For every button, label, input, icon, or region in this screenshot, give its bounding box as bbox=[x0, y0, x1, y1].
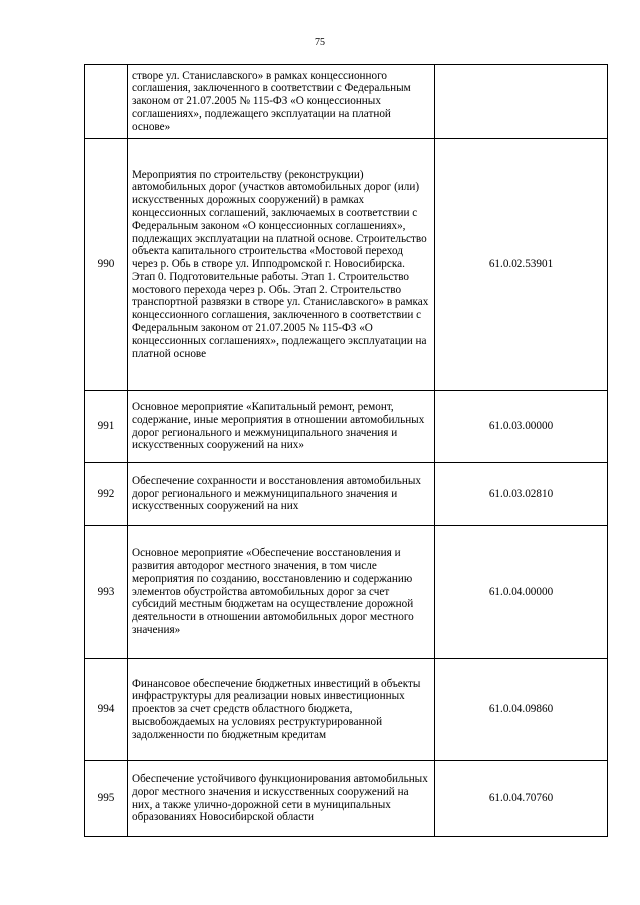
budget-classification-table bbox=[84, 64, 608, 837]
row-code: 61.0.03.02810 bbox=[435, 463, 608, 526]
table-row bbox=[85, 526, 608, 659]
page-number: 75 bbox=[315, 37, 325, 48]
row-code: 61.0.04.70760 bbox=[435, 761, 608, 837]
row-code: 61.0.02.53901 bbox=[435, 139, 608, 391]
row-code bbox=[435, 65, 608, 139]
table-row bbox=[85, 463, 608, 526]
row-number: 991 bbox=[85, 391, 128, 463]
row-code: 61.0.04.09860 bbox=[435, 659, 608, 761]
row-description: Основное мероприятие «Обеспечение восстановления и развития автодорог местного значения, в том числе мероприятия по созданию, восстановлению и содержанию элементов обустройства автомобильных дорог за счет субсидий местным бюджетам на осуществление дорожной деятельности в отношении автомобильных дорог местного значения» bbox=[128, 526, 435, 659]
row-number bbox=[85, 65, 128, 139]
row-description: Основное мероприятие «Капитальный ремонт, ремонт, содержание, иные мероприятия в отношении автомобильных дорог регионального и межмуниципального значения и искусственных сооружений на них» bbox=[128, 391, 435, 463]
row-code: 61.0.03.00000 bbox=[435, 391, 608, 463]
table-row bbox=[85, 139, 608, 391]
row-code: 61.0.04.00000 bbox=[435, 526, 608, 659]
row-description: Мероприятия по строительству (реконструкции) автомобильных дорог (участков автомобильных дорог (или) искусственных дорожных сооружений) в рамках концессионных соглашений, заключаемых в соответствии с Федеральным законом «О концессионных соглашениях», подлежащих эксплуатации на платной основе. Строительство объекта капитального строительства «Мостовой переход через р. Обь в створе ул. Ипподромской г. Новосибирска. Этап 0. Подготовительные работы. Этап 1. Строительство мостового перехода через р. Обь. Этап 2. Строительство транспортной развязки в створе ул. Станиславского» в рамках концессионного соглашения, заключенного в соответствии с Федеральным законом от 21.07.2005 № 115-ФЗ «О концессионных соглашениях», подлежащего эксплуатации на платной основе bbox=[128, 139, 435, 391]
table-row bbox=[85, 391, 608, 463]
table-row bbox=[85, 65, 608, 139]
row-description: Финансовое обеспечение бюджетных инвестиций в объекты инфраструктуры для реализации новых инвестиционных проектов за счет средств областного бюджета, высвобождаемых на условиях реструктурированной задолженности по бюджетным кредитам bbox=[128, 659, 435, 761]
row-number: 994 bbox=[85, 659, 128, 761]
table-row bbox=[85, 761, 608, 837]
row-number: 993 bbox=[85, 526, 128, 659]
row-description: Обеспечение сохранности и восстановления автомобильных дорог регионального и межмуниципального значения и искусственных сооружений на них bbox=[128, 463, 435, 526]
row-description: Обеспечение устойчивого функционирования автомобильных дорог местного значения и искусственных сооружений на них, а также улично-дорожной сети в муниципальных образованиях Новосибирской области bbox=[128, 761, 435, 837]
row-number: 992 bbox=[85, 463, 128, 526]
row-number: 990 bbox=[85, 139, 128, 391]
row-number: 995 bbox=[85, 761, 128, 837]
table-row bbox=[85, 659, 608, 761]
row-description: створе ул. Станиславского» в рамках концессионного соглашения, заключенного в соответствии с Федеральным законом от 21.07.2005 № 115-ФЗ «О концессионных соглашениях», подлежащего эксплуатации на платной основе» bbox=[128, 65, 435, 139]
